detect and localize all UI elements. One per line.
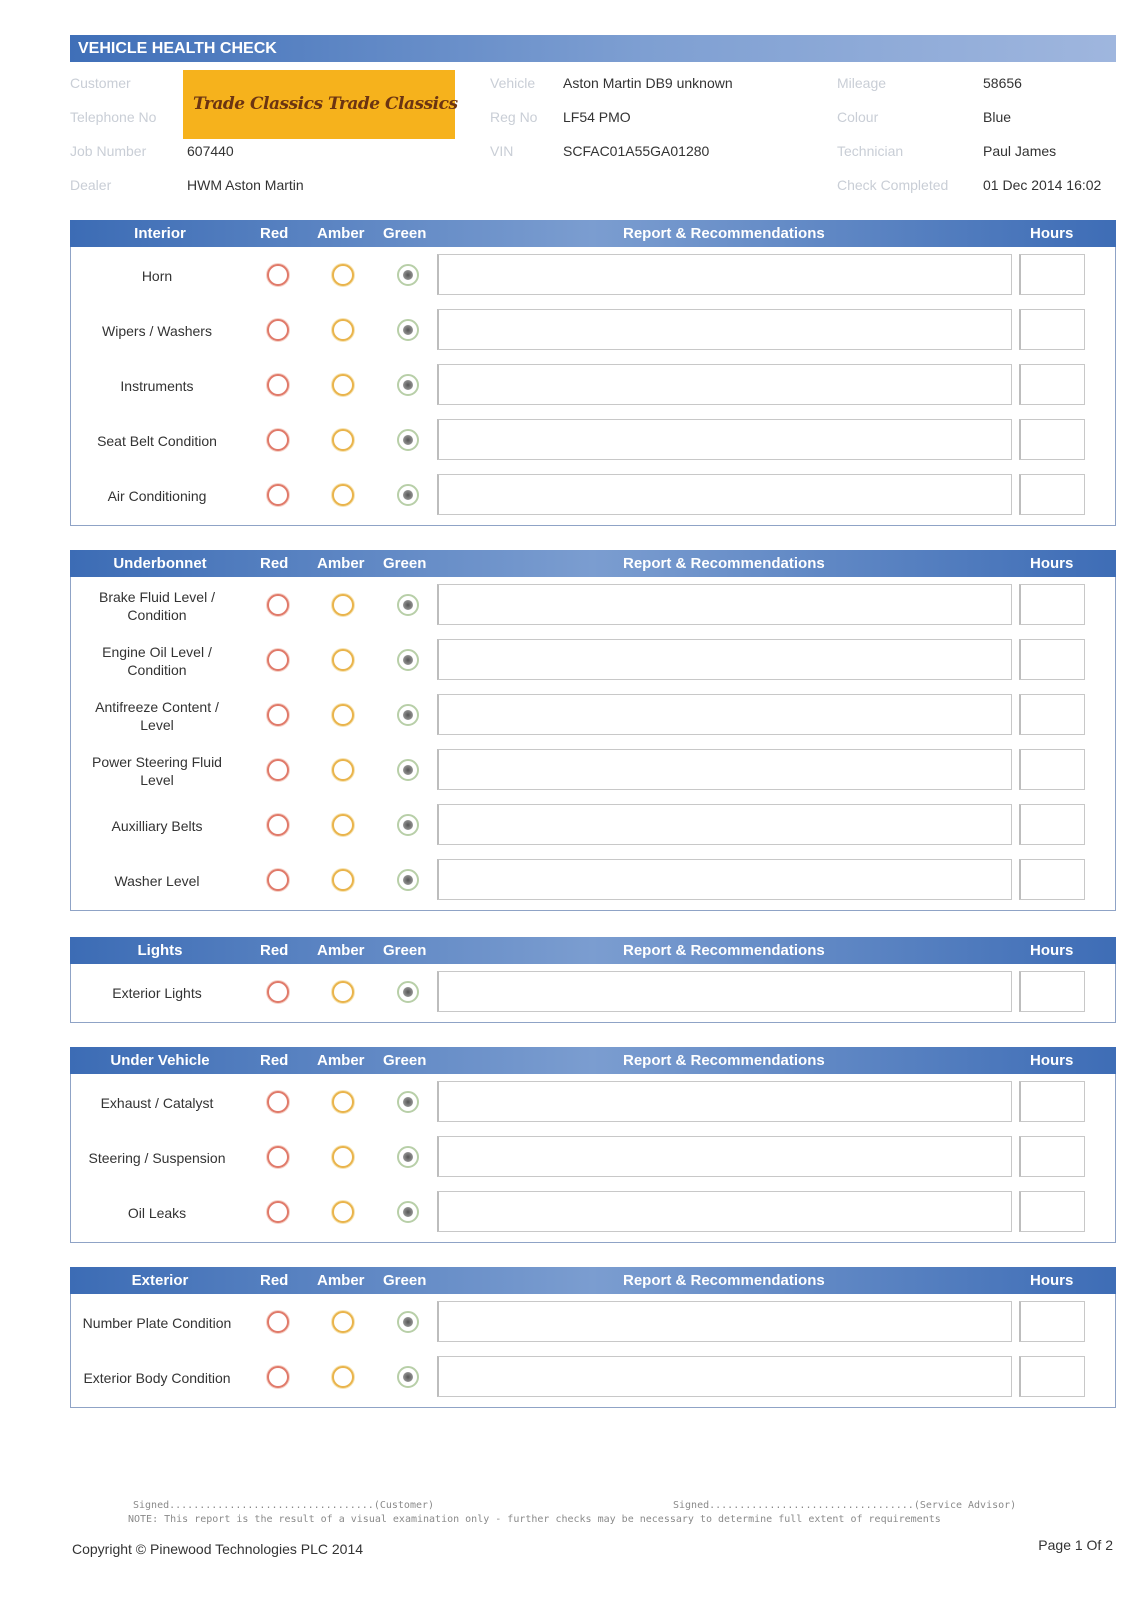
check-row (71, 1075, 1115, 1130)
check-row (71, 853, 1115, 908)
vin-value: SCFAC01A55GA01280 (563, 143, 710, 159)
hours-field[interactable] (1019, 254, 1085, 295)
check-item-label: Exterior Lights (112, 984, 202, 1001)
green-rating-radio[interactable] (397, 1146, 419, 1168)
hours-field[interactable] (1019, 364, 1085, 405)
check-row (71, 1295, 1115, 1350)
col-report: Report & Recommendations (623, 1052, 825, 1069)
col-report: Report & Recommendations (623, 1272, 825, 1289)
amber-rating-radio[interactable] (332, 594, 354, 616)
report-field[interactable] (437, 859, 1012, 900)
check-item-label: Power Steering Fluid Level (92, 753, 222, 788)
hours-field[interactable] (1019, 694, 1085, 735)
col-red: Red (260, 1052, 289, 1069)
red-rating-radio[interactable] (267, 1091, 289, 1113)
amber-rating-radio[interactable] (332, 319, 354, 341)
mileage-label: Mileage (837, 75, 887, 91)
red-rating-radio[interactable] (267, 1311, 289, 1333)
col-red: Red (260, 225, 289, 242)
hours-field[interactable] (1019, 1356, 1085, 1397)
amber-rating-radio[interactable] (332, 429, 354, 451)
report-field[interactable] (437, 694, 1012, 735)
col-report: Report & Recommendations (623, 225, 825, 242)
page-title: VEHICLE HEALTH CHECK (70, 35, 1116, 62)
signed-customer: Signed..................................(Customer) (133, 1500, 435, 1511)
check-row (71, 688, 1115, 743)
hours-field[interactable] (1019, 971, 1085, 1012)
hours-field[interactable] (1019, 859, 1085, 900)
amber-rating-radio[interactable] (332, 759, 354, 781)
red-rating-radio[interactable] (267, 759, 289, 781)
reg-value: LF54 PMO (563, 109, 631, 125)
section-header (70, 1047, 1116, 1074)
col-amber: Amber (317, 942, 365, 959)
section-header (70, 1267, 1116, 1294)
check-item-label: Oil Leaks (127, 1204, 187, 1221)
red-rating-radio[interactable] (267, 869, 289, 891)
amber-rating-radio[interactable] (332, 484, 354, 506)
amber-rating-radio[interactable] (332, 1366, 354, 1388)
col-red: Red (260, 1272, 289, 1289)
copyright: Copyright © Pinewood Technologies PLC 2014 (72, 1541, 364, 1557)
trade-classics-logo (183, 70, 458, 139)
check-item-label: Exterior Body Condition (83, 1369, 231, 1386)
hours-field[interactable] (1019, 1191, 1085, 1232)
check-row (71, 303, 1115, 358)
section-header (70, 220, 1116, 247)
amber-rating-radio[interactable] (332, 1311, 354, 1333)
green-rating-radio[interactable] (397, 759, 419, 781)
amber-rating-radio[interactable] (332, 264, 354, 286)
section-exterior (70, 1267, 1116, 1408)
green-rating-radio[interactable] (397, 374, 419, 396)
check-item-label: Horn (141, 267, 173, 284)
red-rating-radio[interactable] (267, 264, 289, 286)
red-rating-radio[interactable] (267, 1366, 289, 1388)
col-hours: Hours (1030, 1052, 1074, 1069)
red-rating-radio[interactable] (267, 374, 289, 396)
red-rating-radio[interactable] (267, 319, 289, 341)
red-rating-radio[interactable] (267, 704, 289, 726)
check-row (71, 248, 1115, 303)
col-hours: Hours (1030, 942, 1074, 959)
report-field[interactable] (437, 309, 1012, 350)
section-title: Under Vehicle (110, 1052, 210, 1069)
logo-text: Trade Classics (193, 94, 323, 114)
col-hours: Hours (1030, 1272, 1074, 1289)
hours-field[interactable] (1019, 1136, 1085, 1177)
dealer-label: Dealer (70, 177, 112, 193)
signed-advisor: Signed..................................(Service Advisor) (673, 1500, 1017, 1511)
section-header (70, 550, 1116, 577)
hours-field[interactable] (1019, 474, 1085, 515)
green-rating-radio[interactable] (397, 704, 419, 726)
report-field[interactable] (437, 1081, 1012, 1122)
section-lights (70, 937, 1116, 1023)
check-item-label: Seat Belt Condition (97, 432, 217, 449)
col-red: Red (260, 555, 289, 572)
job-number-label: Job Number (70, 143, 147, 159)
colour-value: Blue (983, 109, 1012, 125)
amber-rating-radio[interactable] (332, 981, 354, 1003)
check-row (71, 633, 1115, 688)
section-title: Exterior (131, 1272, 189, 1289)
col-amber: Amber (317, 1052, 365, 1069)
amber-rating-radio[interactable] (332, 1201, 354, 1223)
check-row (71, 743, 1115, 798)
report-field[interactable] (437, 749, 1012, 790)
logo-text: Trade Classics (328, 94, 458, 114)
hours-field[interactable] (1019, 584, 1085, 625)
green-rating-radio[interactable] (397, 484, 419, 506)
technician-label: Technician (837, 143, 904, 159)
col-green: Green (383, 225, 427, 242)
check-item-label: Instruments (120, 377, 194, 394)
section-title: Interior (134, 225, 186, 242)
green-rating-radio[interactable] (397, 594, 419, 616)
technician-value: Paul James (983, 143, 1057, 159)
green-rating-radio[interactable] (397, 429, 419, 451)
report-field[interactable] (437, 419, 1012, 460)
vehicle-label: Vehicle (490, 75, 536, 91)
col-report: Report & Recommendations (623, 942, 825, 959)
amber-rating-radio[interactable] (332, 869, 354, 891)
green-rating-radio[interactable] (397, 1201, 419, 1223)
check-item-label: Steering / Suspension (88, 1149, 226, 1166)
check-item-label: Exhaust / Catalyst (100, 1094, 214, 1111)
hours-field[interactable] (1019, 309, 1085, 350)
section-interior (70, 220, 1116, 526)
check-item-label: Number Plate Condition (82, 1314, 232, 1331)
green-rating-radio[interactable] (397, 1091, 419, 1113)
red-rating-radio[interactable] (267, 1146, 289, 1168)
colour-label: Colour (837, 109, 879, 125)
check-row (71, 413, 1115, 468)
page-number: Page 1 Of 2 (1038, 1537, 1113, 1553)
col-amber: Amber (317, 1272, 365, 1289)
report-field[interactable] (437, 1301, 1012, 1342)
customer-label: Customer (70, 75, 131, 91)
report-field[interactable] (437, 364, 1012, 405)
check-item-label: Antifreeze Content / Level (95, 698, 219, 733)
amber-rating-radio[interactable] (332, 374, 354, 396)
amber-rating-radio[interactable] (332, 1146, 354, 1168)
hours-field[interactable] (1019, 749, 1085, 790)
green-rating-radio[interactable] (397, 869, 419, 891)
check-item-label: Wipers / Washers (102, 322, 212, 339)
check-row (71, 358, 1115, 413)
green-rating-radio[interactable] (397, 264, 419, 286)
green-rating-radio[interactable] (397, 319, 419, 341)
check-item-label: Brake Fluid Level / Condition (99, 588, 215, 623)
col-green: Green (383, 555, 427, 572)
green-rating-radio[interactable] (397, 981, 419, 1003)
check-item-label: Washer Level (114, 872, 200, 889)
col-green: Green (383, 1272, 427, 1289)
amber-rating-radio[interactable] (332, 814, 354, 836)
check-row (71, 965, 1115, 1020)
hours-field[interactable] (1019, 639, 1085, 680)
report-field[interactable] (437, 971, 1012, 1012)
report-field[interactable] (437, 584, 1012, 625)
vin-label: VIN (490, 143, 514, 159)
amber-rating-radio[interactable] (332, 649, 354, 671)
report-field[interactable] (437, 474, 1012, 515)
telephone-label: Telephone No (70, 109, 157, 125)
check-item-label: Auxilliary Belts (111, 817, 203, 834)
red-rating-radio[interactable] (267, 1201, 289, 1223)
hours-field[interactable] (1019, 419, 1085, 460)
report-field[interactable] (437, 639, 1012, 680)
col-hours: Hours (1030, 225, 1074, 242)
reg-label: Reg No (490, 109, 538, 125)
dealer-value: HWM Aston Martin (187, 177, 304, 193)
section-header (70, 937, 1116, 964)
mileage-value: 58656 (983, 75, 1022, 91)
report-field[interactable] (437, 1356, 1012, 1397)
red-rating-radio[interactable] (267, 649, 289, 671)
red-rating-radio[interactable] (267, 484, 289, 506)
green-rating-radio[interactable] (397, 1311, 419, 1333)
check-item-label: Air Conditioning (107, 487, 207, 504)
check-row (71, 578, 1115, 633)
green-rating-radio[interactable] (397, 649, 419, 671)
hours-field[interactable] (1019, 804, 1085, 845)
green-rating-radio[interactable] (397, 1366, 419, 1388)
col-hours: Hours (1030, 555, 1074, 572)
check-row (71, 468, 1115, 523)
red-rating-radio[interactable] (267, 594, 289, 616)
vehicle-value: Aston Martin DB9 unknown (563, 75, 733, 91)
section-underbonnet (70, 550, 1116, 911)
check-completed-label: Check Completed (837, 177, 949, 193)
red-rating-radio[interactable] (267, 981, 289, 1003)
section-title: Underbonnet (113, 555, 207, 572)
col-red: Red (260, 942, 289, 959)
col-green: Green (383, 942, 427, 959)
red-rating-radio[interactable] (267, 814, 289, 836)
check-completed-value: 01 Dec 2014 16:02 (983, 177, 1102, 193)
check-row (71, 1130, 1115, 1185)
report-field[interactable] (437, 804, 1012, 845)
col-report: Report & Recommendations (623, 555, 825, 572)
check-row (71, 1185, 1115, 1240)
check-row (71, 1350, 1115, 1405)
check-item-label: Engine Oil Level / Condition (102, 643, 212, 678)
col-amber: Amber (317, 555, 365, 572)
section-title: Lights (137, 942, 183, 959)
report-field[interactable] (437, 1136, 1012, 1177)
col-amber: Amber (317, 225, 365, 242)
red-rating-radio[interactable] (267, 429, 289, 451)
job-number-value: 607440 (187, 143, 234, 159)
section-under-vehicle (70, 1047, 1116, 1243)
check-row (71, 798, 1115, 853)
hours-field[interactable] (1019, 1301, 1085, 1342)
col-green: Green (383, 1052, 427, 1069)
amber-rating-radio[interactable] (332, 1091, 354, 1113)
footer-note: NOTE: This report is the result of a visual examination only - further checks may be necessary to determine full extent of requirements (128, 1514, 941, 1525)
report-field[interactable] (437, 1191, 1012, 1232)
amber-rating-radio[interactable] (332, 704, 354, 726)
hours-field[interactable] (1019, 1081, 1085, 1122)
green-rating-radio[interactable] (397, 814, 419, 836)
report-field[interactable] (437, 254, 1012, 295)
